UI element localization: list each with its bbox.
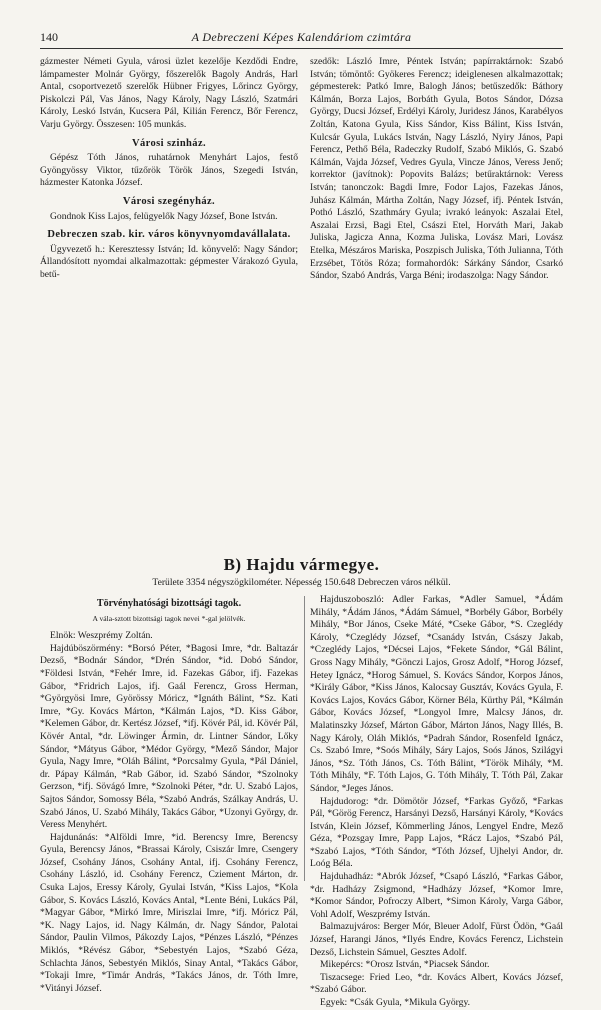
bottom-left-column	[40, 594, 298, 995]
hajduboszormeny-paragraph: Hajdúböszörmény: *Borsó Péter, *Bagosi Imre, *dr. Baltazár Dezső, *Bodnár Sándor, *Drén Sándor, *id. Dobó Sándor, *Földesi István, *Fehér Imre, id. Fazekas Gábor, ifj. Fazekas Gábor, *Fridrich Lajos, ifj. Gaál Ferencz, Gross Herman, *Györgyösi Imre, Györössy Móricz, *Ignáth Bálint, *Sz. Kati Imre, *Gy. Kovács Márton, *Kálmán Lajos, *D. Kiss Gábor, *Kelemen Gábor, dr. Kertész József, *ifj. Kövér Pál, id. Kövér Pál, Kövér Antal, *dr. Löwinger Ármin, dr. Lintner Sándor, Lőky Sándor, *Mátyus Gábor, *Médor György, *Mező Sándor, Major Gyula, Nagy Imre, *Oláh Bálint, *Porcsalmy Gyula, *Pál Dániel, dr. Pápay Kálmán, *Rab Gábor, id. Szabó Sándor, *Szolnoky Gerzson, *ifj. Sövágó Imre, *Szolnoki Péter, *dr. U. Szabó Lajos, Sajtos Sándor, Somossy Béla, *Szabó András, Szálkay András, U. Szabó János, U. Szabó Mihály, Takács Gábor, *Uzonyi György, dr. Veress Menyhért.	[40, 642, 298, 831]
printing-house-paragraph: Ügyvezető h.: Keresztessy István; Id. könyvelő: Nagy Sándor; Állandósított nyomdai alkalmazottak: gépmester Várakozó Gyula, betű-	[40, 243, 298, 280]
running-title: A Debreczeni Képes Kalendáriom czimtára	[191, 30, 412, 44]
hajdunanas-paragraph: Hajdunánás: *Alföldi Imre, *id. Berencsy Imre, Berencsy Gyula, Berencsy János, *Brassai Károly, Csiszár Imre, Csengery József, Csohány János, Csohány Antal, ifj. Csohány Ferencz, Csohány László, id. Csohány Ferencz, Cziement Márton, dr. Csuka Lajos, Eressy Károly, Gyulai István, *Kiss Lajos, *Kola Gábor, S. Kovács László, Kovács Antal, *Lente Béni, Lukács Pál, *Magyar Gábor, *Mirkó Imre, Miriszlai Imre, *ifj. Móricz Pál, *K. Nagy Lajos, id. Nagy Kálmán, dr. Nagy Sándor, Palotai Sándor, Paulin Vilmos, Pákozdy Lajos, *Pénzes László, *Pénzes Miklós, *Révész Gábor, *Sebestyén Lajos, *Szabó Géza, Schlachta János, Sebestyén Miklós, Sinay Antal, *Takács Gábor, *Tokaji Imre, *Timár András, *Takács János, dr. Tóth Imre, *Vitányi József.	[40, 831, 298, 994]
mikepercs-paragraph: Mikepércs: *Orosz István, *Piacsek Sándor.	[320, 959, 490, 971]
poorhouse-heading: Városi szegényház.	[122, 195, 216, 207]
header-rule	[40, 48, 563, 49]
page-header	[40, 30, 563, 46]
section-area-note: Területe 3354 négyszögkilométer. Népesség 150.648 Debreczen város nélkül.	[152, 577, 451, 588]
theatre-heading: Városi szinház.	[131, 137, 207, 149]
column-divider	[304, 596, 305, 881]
chairman-line: Elnök: Weszprémy Zoltán.	[50, 630, 153, 642]
printing-house-heading: Debreczen szab. kir. város könyvnyomdavállalata.	[47, 229, 291, 241]
balmazujvaros-paragraph: Balmazujváros: Berger Mór, Bleuer Adolf, Fürst Ödön, *Gaál József, Harangi János, *Ilyés Endre, Kovács Ferencz, Lichstein Dezső, Lichstein Sámuel, Gesztes Adolf.	[310, 921, 563, 958]
poorhouse-staff-paragraph: Gondnok Kiss Lajos, felügyelők Nagy József, Bone István.	[50, 210, 278, 222]
hajduszoboszlo-paragraph: Hajduszoboszló: Adler Farkas, *Adler Samuel, *Ádám Mihály, *Ádám János, *Ádám Sámuel, *Borbély Gábor, Borbély Mihály, *Bor János, Cseke Máté, *Cseke Gábor, *S. Czeglédy Károly, *Czeglédy József, *Csanády István, Császy Jakab, *Czeglédy Lajos, *Décsei Lajos, *Fekete Sándor, *Gál Bálint, Gross Nagy Mihály, *Gönczi Lajos, Grosz Adolf, *Horog József, Hetey Ignácz, *Horog Sámuel, S. Kovács Sándor, Korpos János, *Király Gábor, *Kiss János, Kalocsay Gusztáv, Kovács Gyula, F. Kovács Lajos, Kovács Gábor, Körner Béla, Kürthy Pál, *Kálmán Gábor, Kovács József, *Longyol Imre, Malcsy János, dr. Malatinszky József, Márton Gábor, Márton János, Nagy Illés, B. Nagy Károly, Oláh Miklós, *Padrah Sándor, Rosenfeld Ignácz, Cs. Szabó Imre, *Soós Mihály, Sáry Lajos, Soós János, Szilágyi János, *Sz. Tóth János, Cs. Tóth Bálint, *Török Mihály, *M. Tóth Mihály, *F. Tóth Lajos, G. Tóth Mihály, T. Tóth Pál, Zakar Sándor, *Jeges János.	[310, 594, 563, 794]
printing-staff-continued: szedők: László Imre, Péntek István; papírraktárnok: Szabó István; tömöntő: Gyökeres Ferencz; ideiglenesen alkalmazottak; gépmesterek: Patkó Imre, Balogh János; betűszedők: Báthory Kálmán, Borza Lajos, Borbáth Gyula, Botos Sándor, Dózsa György, Ducsi József, Erdélyi Károly, Juridesz János, Karabélyos Zoltán, Katona Gyula, Kiss Sándor, Kiss Bálint, Kiss István, Kulcsár Gyula, Lukács István, Nagy László, Nyiry János, Papi Ferencz, Pethő Béla, Radeczky Rudolf, Szabó Miklós, G. Szabó Kálmán, Vajda József, Vedres Gyula, Vincze János, Veress Jenő; korrektor (javítnok): Popovits Balázs; betűraktárnok: Veress István; tanonczok: Bagdi Imre, Fodor Lajos, Fazekas János, Juhász Kálmán, Mártha Zoltán, Nagy József, ifj. Péntek István, Pothó László, Szathmáry Gyula; ivrakó leányok: Aszalai Etel, Aszalai Erzsi, Bagi Etel, Császi Etel, Horváth Mari, Jakab Juliska, Jagicza Anna, Kozma Juliska, Lovász Mari, Lovász Etelka, Mészáros Mariska, Poszpisch Juliska, Tóth Julianna, Tóth Erzsébet, Tőtös Róza; formahordók: Sárkány Sándor, Csarkó Sándor, Szabó András, Varga Béni; irodaszolga: Nagy Sándor.	[310, 56, 563, 282]
egyek-paragraph: Egyek: *Csák Gyula, *Mikula György.	[320, 997, 471, 1008]
bottom-right-column	[310, 594, 563, 1010]
hajduhadhaz-paragraph: Hajduhadház: *Abrók József, *Csapó László, *Farkas Gábor, *dr. Hadházy Zsigmond, *Hadházy József, *Komor Imre, *Komor Sándor, Pofroczy Albert, *Simon Károly, Varga Gábor, Vohl Adolf, Weszprémy István.	[310, 871, 563, 920]
committee-heading: Törvényhatósági bizottsági tagok.	[96, 598, 242, 609]
page-number: 140	[40, 30, 58, 44]
top-right-column	[310, 56, 563, 283]
top-left-column	[40, 56, 298, 282]
tiszacsege-paragraph: Tiszacsege: Fried Leo, *dr. Kovács Albert, Kovács József, *Szabó Gábor.	[310, 971, 563, 996]
hajdudorog-paragraph: Hajdudorog: *dr. Dömötör József, *Farkas Győző, *Farkas Pál, *Görög Ferencz, Harsányi Dezső, Harsányi Károly, *Kovács István, Klein József, Kömmerling János, Lengyel Endre, Mező Géza, *Pozsgay Imre, Papp Lajos, *Rácz Lajos, *Szabó Pál, *Szabó Lajos, *Tóth Sándor, *Tóth József, Ujhelyi Andor, dr. Loóg Béla.	[310, 795, 563, 870]
gasworks-staff-paragraph: gázmester Németi Gyula, városi üzlet kezelője Kezdődi Endre, lámpamester Molnár György, főszerelők Bagoly András, Harl Antal, csoportvezető szerelők Hübner Frigyes, Lőrincz György, Piskolczi Pál, Vas János, Nagy Károly, Nagy László, Szatmári Károly, Leskó István, Kucsera Pál, Kilián Ferencz, Bőr Ferencz, Varju György. Összesen: 105 munkás.	[40, 56, 298, 130]
section-title: B) Hajdu vármegye.	[223, 555, 380, 574]
committee-note: A vála-sztott bizottsági tagok nevei *-gal jelölvék.	[92, 613, 246, 623]
theatre-staff-paragraph: Gépész Tóth János, ruhatárnok Menyhárt Lajos, festő Gyöngyössy Viktor, tűzőrök Török János, Szegedi István, házmester Katonka József.	[40, 152, 298, 189]
